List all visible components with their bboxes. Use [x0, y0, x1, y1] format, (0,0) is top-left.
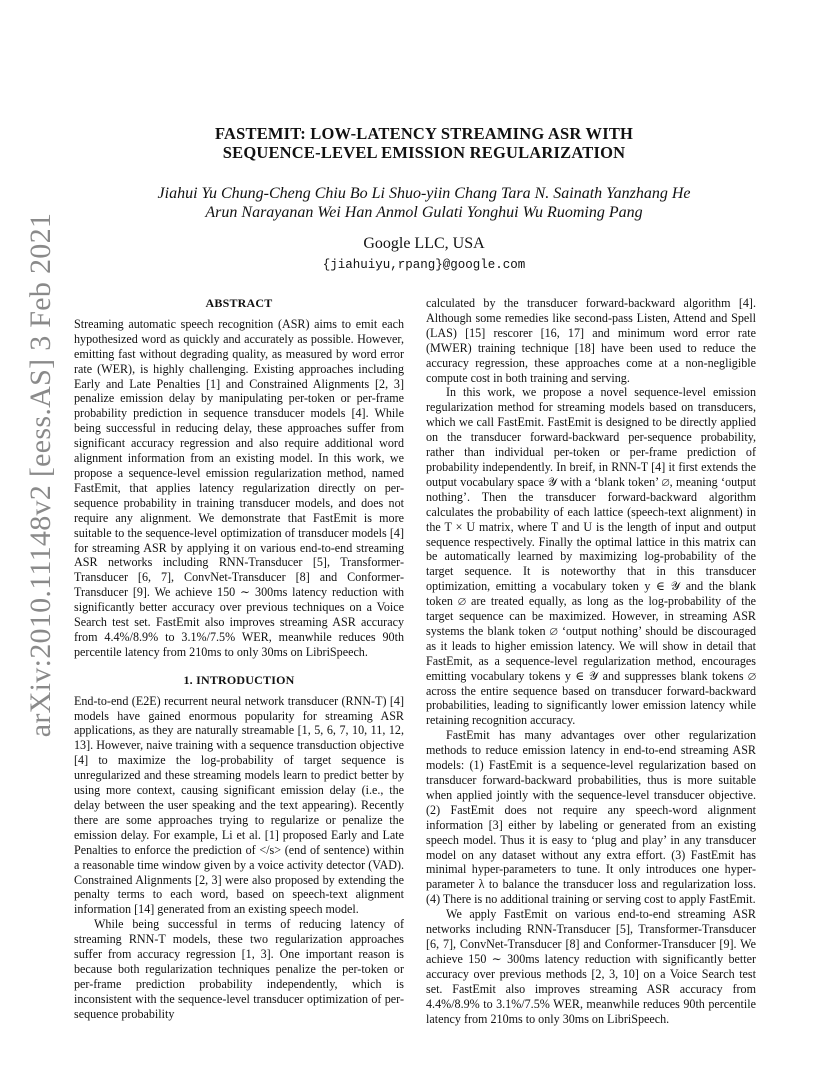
arxiv-identifier: arXiv:2010.11148v2 [eess.AS] 3 Feb 2021: [24, 212, 57, 738]
title-line-1: FASTEMIT: LOW-LATENCY STREAMING ASR WITH: [214, 124, 634, 143]
author-list: [90, 184, 758, 222]
right-paragraph-1: calculated by the transducer forward-backward algorithm [4]. Although some remedies like second-pass Listen, Attend and Spell (LAS) [15] rescorer [16, 17] and minimum word error rate (MWER) training technique [18] have been used to reduce the accuracy regression, these approaches come at a non-negligible compute cost in both training and serving.: [426, 296, 756, 385]
intro-paragraph-2: While being successful in terms of reducing latency of streaming RNN-T models, these two regularization approaches suffer from accuracy regression [1, 3]. One important reason is because both regularization techniques penalize the per-token or per-frame prediction probability independently, which is inconsistent with the sequence-level transducer optimization of per-sequence probability: [74, 917, 404, 1021]
paper-title: [100, 124, 748, 162]
affiliation: Google LLC, USA: [363, 235, 485, 252]
left-column: [74, 296, 404, 1022]
authors-line-1: Jiahui Yu Chung-Cheng Chiu Bo Li Shuo-yiin Chang Tara N. Sainath Yanzhang He: [157, 185, 691, 202]
right-column: [426, 296, 756, 1026]
abstract-text: Streaming automatic speech recognition (ASR) aims to emit each hypothesized word as quickly and accurately as possible. However, emitting fast without degrading quality, as measured by word error rate (WER), is highly challenging. Existing approaches including Early and Late Penalties [1] and Constrained Alignments [2, 3] penalize emission delay by manipulating per-token or per-frame probability prediction in sequence transducer models [4]. While being successful in reducing delay, these approaches suffer from significant accuracy regression and also require additional word alignment information from an existing model. In this work, we propose a sequence-level emission regularization method, named FastEmit, that applies latency regularization directly on per-sequence probability in training transducer models, and does not require any alignment. We demonstrate that FastEmit is more suitable to the sequence-level optimization of transducer models [4] for streaming ASR by applying it on various end-to-end streaming ASR networks including RNN-Transducer [5], Transformer-Transducer [6, 7], ConvNet-Transducer [8] and Conformer-Transducer [9]. We achieve 150 ∼ 300ms latency reduction with significantly better accuracy over previous techniques on a Voice Search test set. FastEmit also improves streaming ASR accuracy from 4.4%/8.9% to 3.1%/7.5% WER, meanwhile reduces 90th percentile latency from 210ms to only 30ms on LibriSpeech.: [74, 316, 404, 659]
intro-paragraph-1: End-to-end (E2E) recurrent neural network transducer (RNN-T) [4] models have gained enormous popularity for streaming ASR applications, as they are naturally streamable [1, 5, 6, 7, 10, 11, 12, 13]. However, naive training with a sequence transduction objective [4] to maximize the log-probability of target sequence is unregularized and these streaming models learn to predict better by using more context, causing significant emission delay (i.e., the delay between the user speaking and the text appearing). Recently there are some approaches trying to regularize or penalize the emission delay. For example, Li et al. [1] proposed Early and Late Penalties to enforce the prediction of </s> (end of sentence) within a reasonable time window given by a voice activity detector (VAD). Constrained Alignments [2, 3] were also proposed by extending the penalty terms to each word, based on speech-text alignment information [14] generated from an existing speech model.: [74, 693, 404, 917]
title-line-2: SEQUENCE-LEVEL EMISSION REGULARIZATION: [222, 143, 626, 162]
abstract-heading: ABSTRACT: [205, 296, 273, 310]
right-paragraph-4: We apply FastEmit on various end-to-end streaming ASR networks including RNN-Transducer [5], Transformer-Transducer [6, 7], ConvNet-Transducer [8] and Conformer-Transducer [9]. We achieve 150 ∼ 300ms latency reduction with significantly better accuracy over previous methods [2, 3, 10] on a Voice Search test set. FastEmit also improves streaming ASR accuracy from 4.4%/8.9% to 3.1%/7.5% WER, meanwhile reduces 90th percentile latency from 210ms to only 30ms on LibriSpeech.: [426, 907, 756, 1026]
right-paragraph-2: In this work, we propose a novel sequence-level emission regularization method for streaming models based on transducers, which we call FastEmit. FastEmit is designed to be directly applied on the transducer forward-backward per-sequence probability, rather than individual per-token or per-frame prediction of probability independently. In breif, in RNN-T [4] it first extends the output vocabulary space 𝒴 with a ‘blank token’ ∅, meaning ‘output nothing’. Then the transducer forward-backward algorithm calculates the probability of each lattice (speech-text alignment) in the T × U matrix, where T and U is the length of input and output sequence respectively. Finally the optimal lattice in this matrix can be automatically learned by maximizing log-probability of the target sequence. It is noteworthy that in this transducer optimization, emitting a vocabulary token y ∈ 𝒴 and the blank token ∅ are treated equally, as long as the log-probability of the target sequence can be maximized. However, in streaming ASR systems the blank token ∅ ‘output nothing’ should be discouraged as it leads to higher emission latency. We will show in detail that FastEmit, as a sequence-level regularization method, encourages emitting vocabulary tokens y ∈ 𝒴 and suppresses blank tokens ∅ across the entire sequence based on transducer forward-backward probabilities, leading to significantly lower emission latency while retaining recognition accuracy.: [426, 385, 756, 728]
introduction-heading: 1. INTRODUCTION: [183, 672, 295, 687]
right-paragraph-3: FastEmit has many advantages over other regularization methods to reduce emission latency in end-to-end streaming ASR models: (1) FastEmit is a sequence-level regularization based on transducer forward-backward probabilities, thus is more suitable when applied jointly with the sequence-level transducer objective. (2) FastEmit does not require any speech-word alignment information [3] either by labeling or generated from an existing speech model. Thus it is easy to ‘plug and play’ in any transducer model on any dataset without any extra effort. (3) FastEmit has minimal hyper-parameters to tune. It only introduces one hyper-parameter λ to balance the transducer loss and regularization loss. (4) There is no additional training or serving cost to apply FastEmit.: [426, 728, 756, 907]
authors-line-2: Arun Narayanan Wei Han Anmol Gulati Yonghui Wu Ruoming Pang: [205, 204, 643, 221]
arxiv-sidebar-stamp: [18, 212, 64, 738]
author-email: {jiahuiyu,rpang}@google.com: [322, 258, 526, 272]
